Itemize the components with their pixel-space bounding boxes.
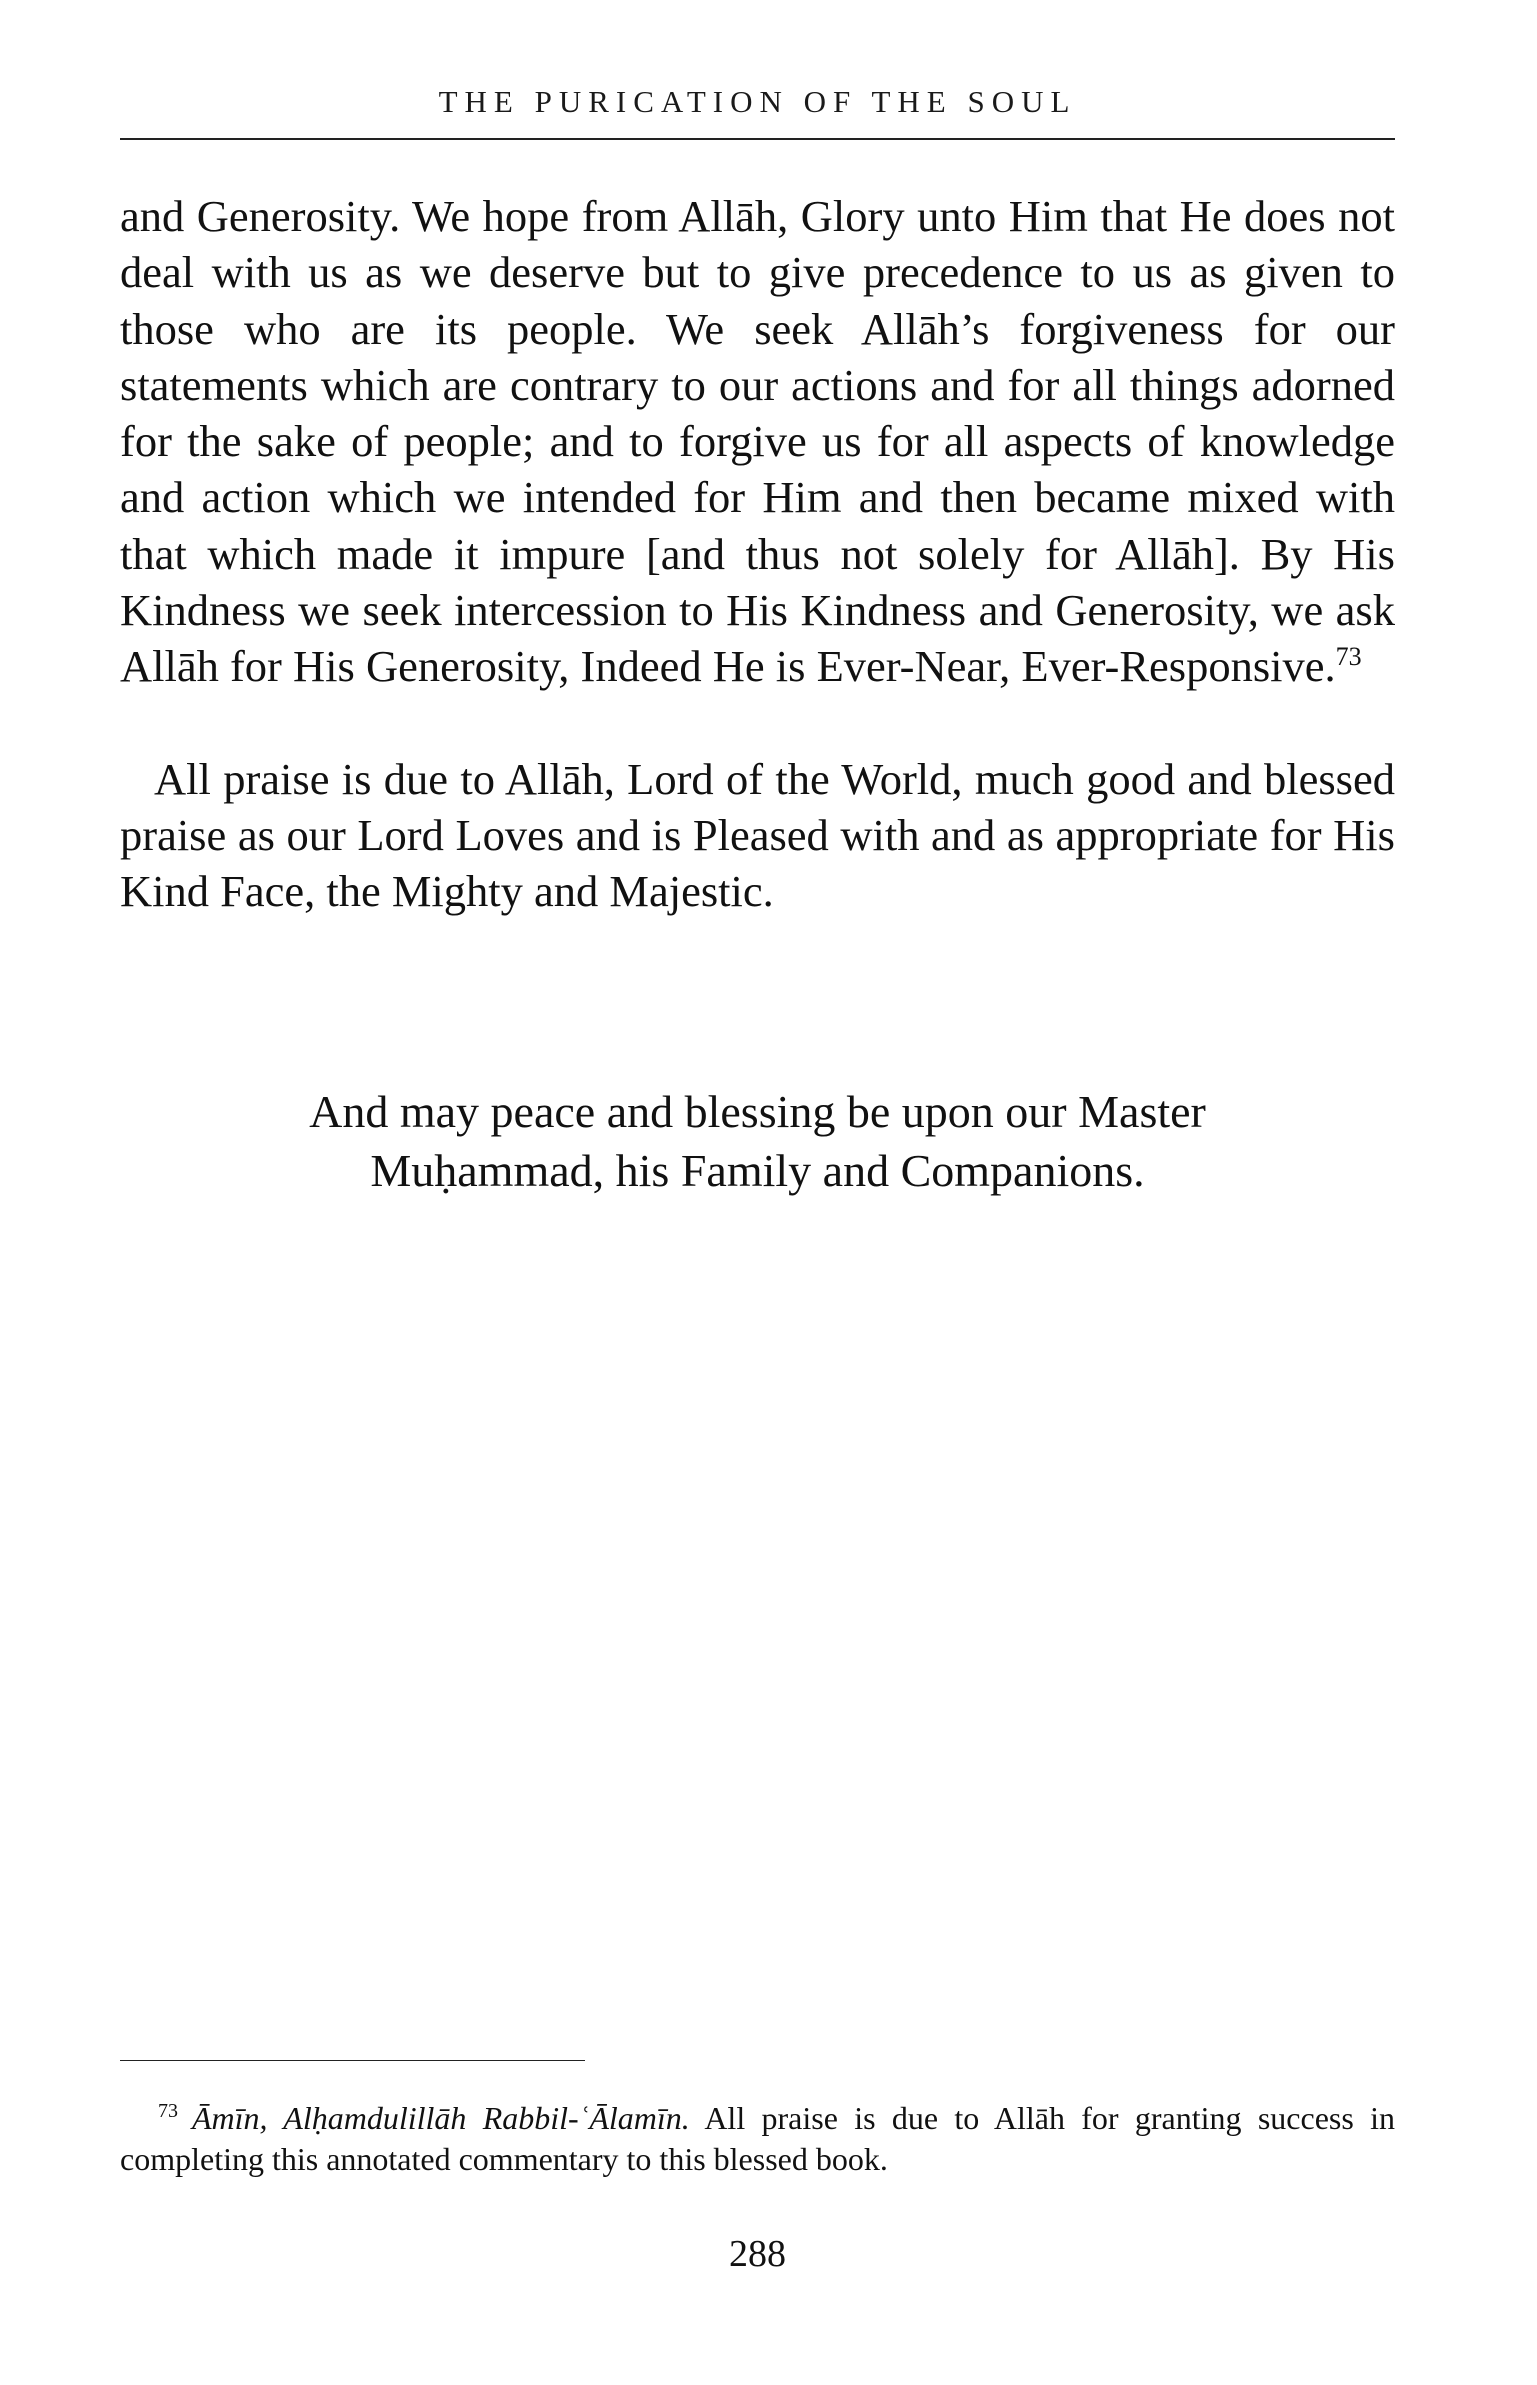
footnote-rule xyxy=(120,2060,585,2061)
closing-blessing xyxy=(120,1082,1395,1200)
page-number: 288 xyxy=(729,2233,786,2275)
footnote-italic-phrase: Āmīn, Alḥamdulillāh Rabbil-ʿĀlamīn. xyxy=(192,2100,690,2136)
footnote-text: All praise is due to Allāh for granting success in completing this annotated commentary to this blessed book. xyxy=(120,2100,1396,2177)
paragraph-1 xyxy=(120,188,1395,695)
paragraph-1-text: and Generosity. We hope from Allāh, Glory unto Him that He does not deal with us as we deserve but to give precedence to us as given to those who are its people. We seek Allāh’s forgiveness for our statements which are contrary to our actions and for all things adorned for the sake of people; and to forgive us for all aspects of knowledge and action which we intended for Him and then became mixed with that which made it impure [and thus not solely for Allāh]. By His Kindness we seek intercession to His Kindness and Generosity, we ask Allāh for His Generosity, Indeed He is Ever-Near, Ever-Responsive. xyxy=(120,191,1395,692)
closing-line-1: And may peace and blessing be upon our Master xyxy=(309,1086,1206,1137)
footnote-73 xyxy=(120,2098,1395,2180)
paragraph-2: All praise is due to Allāh, Lord of the World, much good and blessed praise as our Lord Loves and is Pleased with and as appropriate for His Kind Face, the Mighty and Majestic. xyxy=(120,753,1395,917)
closing-line-2: Muḥammad, his Family and Companions. xyxy=(370,1145,1145,1196)
body-text xyxy=(120,188,1395,920)
running-header: THE PURICATION OF THE SOUL xyxy=(438,84,1077,119)
footnote-number: 73 xyxy=(158,2100,178,2123)
header-rule xyxy=(120,138,1395,140)
footnote-reference: 73 xyxy=(1335,642,1362,672)
